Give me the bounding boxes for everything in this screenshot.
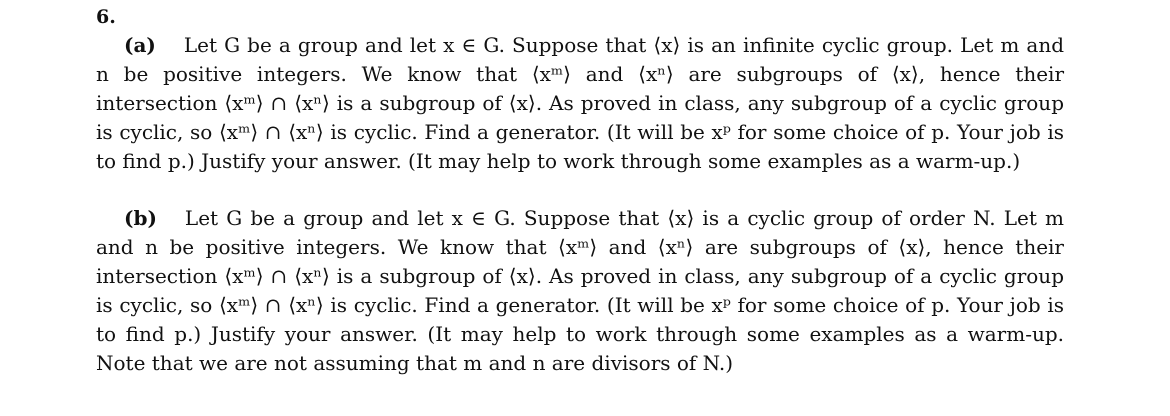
part-b-label: (b)	[124, 206, 157, 230]
problem-number: 6.	[96, 6, 116, 28]
part-b-paragraph	[96, 204, 1064, 378]
part-b-text: Let G be a group and let x ∈ G. Suppose that ⟨x⟩ is a cyclic group of order N. Let m and n be positive integers. We know that ⟨xᵐ⟩ and ⟨xⁿ⟩ are subgroups of ⟨x⟩, hence their intersection ⟨xᵐ⟩ ∩ ⟨xⁿ⟩ is a subgroup of ⟨x⟩. As proved in class, any subgroup of a cyclic group is cyclic, so ⟨xᵐ⟩ ∩ ⟨xⁿ⟩ is cyclic. Find a generator. (It will be xᵖ for some choice of p. Your job is to find p.) Justify your answer. (It may help to work through some examples as a warm-up. Note that we are not assuming that m and n are divisors of N.)	[96, 206, 1064, 375]
part-a-paragraph	[96, 31, 1064, 176]
part-a-label: (a)	[124, 33, 156, 57]
part-a-text: Let G be a group and let x ∈ G. Suppose that ⟨x⟩ is an infinite cyclic group. Let m and n be positive integers. We know that ⟨xᵐ⟩ and ⟨xⁿ⟩ are subgroups of ⟨x⟩, hence their intersection ⟨xᵐ⟩ ∩ ⟨xⁿ⟩ is a subgroup of ⟨x⟩. As proved in class, any subgroup of a cyclic group is cyclic, so ⟨xᵐ⟩ ∩ ⟨xⁿ⟩ is cyclic. Find a generator. (It will be xᵖ for some choice of p. Your job is to find p.) Justify your answer. (It may help to work through some examples as a warm-up.)	[96, 33, 1064, 173]
